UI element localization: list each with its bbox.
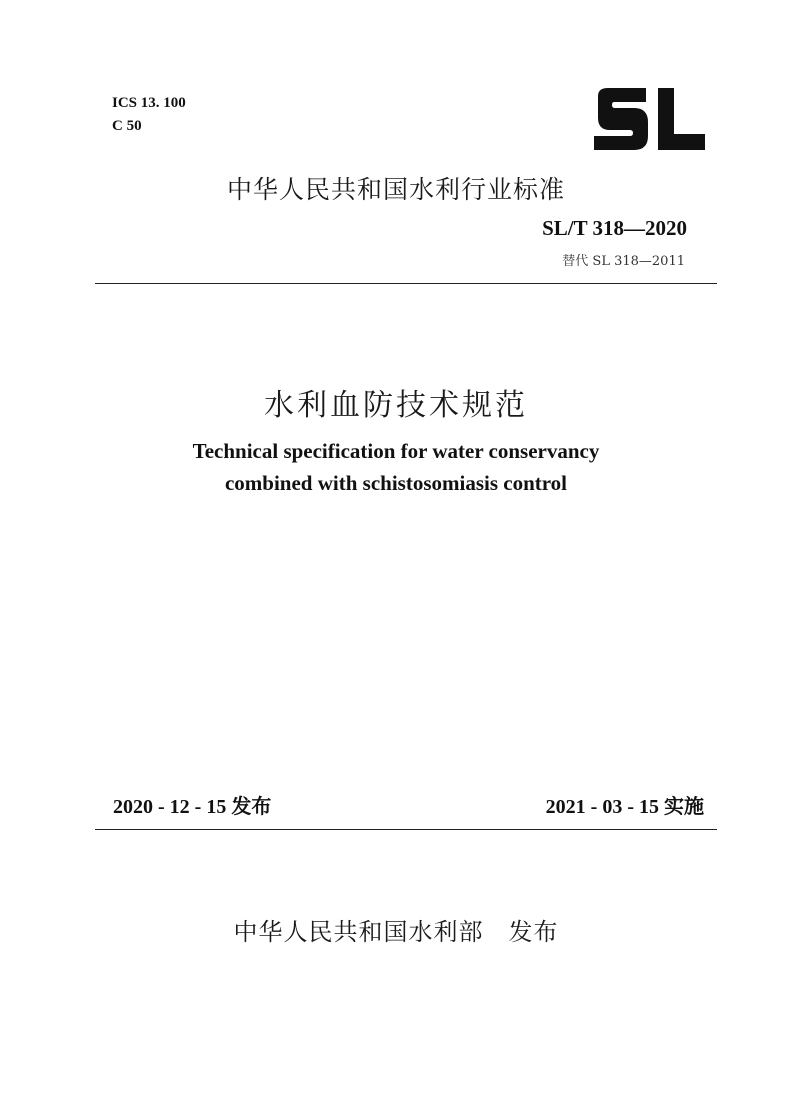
- ccs-code: C 50: [112, 118, 142, 134]
- issue-date: 2020 - 12 - 15 发布: [113, 796, 272, 818]
- ics-code: ICS 13. 100: [112, 95, 186, 111]
- bottom-divider: [95, 829, 717, 830]
- publisher: 中华人民共和国水利部 发布: [233, 918, 559, 946]
- sl-logo-icon: [592, 88, 706, 150]
- standard-number: SL/T 318—2020: [542, 216, 687, 240]
- industry-standard-title: 中华人民共和国水利行业标准: [226, 175, 565, 204]
- english-title: [0, 435, 792, 499]
- top-divider: [95, 283, 717, 284]
- chinese-title: 水利血防技术规范: [264, 388, 528, 423]
- english-title-line-1: Technical specification for water conservancy: [192, 439, 600, 463]
- classification-codes: [112, 92, 186, 138]
- replaces-standard: 替代 SL 318—2011: [562, 254, 685, 269]
- implementation-date: 2021 - 03 - 15 实施: [545, 796, 704, 818]
- english-title-line-2: combined with schistosomiasis control: [224, 471, 568, 495]
